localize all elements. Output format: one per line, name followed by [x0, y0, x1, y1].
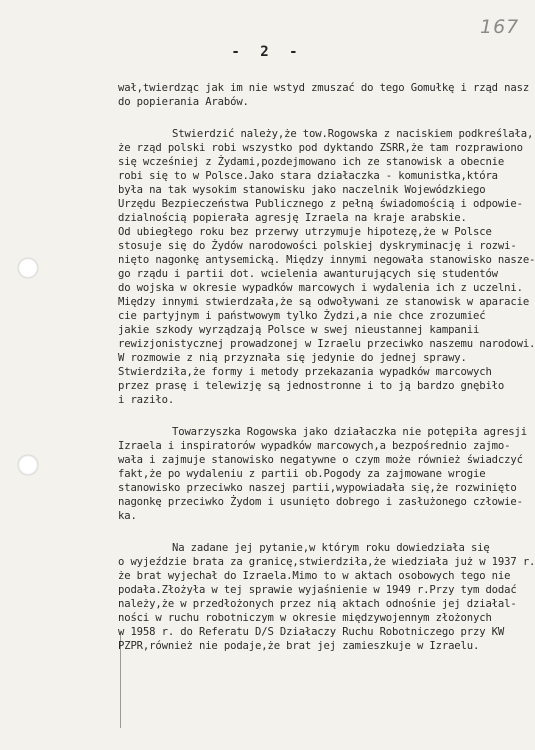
text-line: podała.Złożyła w tej sprawie wyjaśnienie w 1949 r.Przy tym dodać: [118, 584, 517, 596]
text-line: się wcześniej z Żydami,pozdejmowano ich ze stanowisk a obecnie: [118, 156, 505, 168]
text-line: robi się to w Polsce.Jako stara działaczka - komunistka,która: [118, 170, 498, 182]
text-line: dzialnością popierała agresję Izraela na kraje arabskie.: [118, 212, 467, 224]
text-line: fakt,że po wydaleniu z partii ob.Pogody za zajmowane wrogie: [118, 468, 486, 480]
text-line: nięto nagonkę antysemicką. Między innymi negowała stanowisko nasze-: [118, 254, 535, 266]
paragraph-start-line: Na zadane jej pytanie,w którym roku dowiedziała się: [172, 542, 490, 554]
paragraph-start-line: Stwierdzić należy,że tow.Rogowska z naciskiem podkreślała,: [172, 128, 534, 140]
text-line: stanowisko przeciwko naszej partii,wypowiadała się,że rozwinięto: [118, 482, 517, 494]
text-line: należy,że w przedłożonych przez nią aktach odnośnie jej działal-: [118, 598, 517, 610]
text-line: że brat wyjechał do Izraela.Mimo to w aktach osobowych tego nie: [118, 570, 511, 582]
text-line: że rząd polski robi wszystko pod dyktando ZSRR,że tam rozprawiono: [118, 142, 523, 154]
text-line: w 1958 r. do Referatu D/S Działaczy Ruchu Robotniczego przy KW: [118, 626, 505, 638]
text-line: rewizjonistycznej prowadzonej w Izraelu przeciwko naszemu narodowi.: [118, 338, 535, 350]
punch-hole-top: [18, 258, 38, 278]
text-line: Stwierdziła,że formy i metody przekazania wypadków marcowych: [118, 366, 492, 378]
text-line: nagonkę przeciwko Żydom i usunięto dobrego i zasłużonego człowie-: [118, 496, 523, 508]
text-line: stosuje się do Żydów narodowości polskiej dyskryminację i rozwi-: [118, 240, 517, 252]
text-line: przez prasę i telewizję są jednostronne i to ją bardzo gnębiło: [118, 380, 505, 392]
text-line: była na tak wysokim stanowisku jako naczelnik Wojewódzkiego: [118, 184, 486, 196]
text-line: cie partyjnym i państwowym tylko Żydzi,a nie chce zrozumieć: [118, 310, 486, 322]
text-line: jakie szkody wyrządzają Polsce w swej nieustannej kampanii: [118, 324, 480, 336]
text-line: Izraela i inspiratorów wypadków marcowych,a bezpośrednio zajmo-: [118, 440, 511, 452]
text-line: Między innymi stwierdzała,że są odwoływani ze stanowisk w aparacie: [118, 296, 530, 308]
text-line: PZPR,również nie podaje,że brat jej zamieszkuje w Izraelu.: [118, 640, 480, 652]
page-number: - 2 -: [231, 44, 304, 60]
text-line: o wyjeździe brata za granicę,stwierdziła,że wiedziała już w 1937 r.: [118, 556, 535, 568]
text-line: i raziło.: [118, 394, 175, 406]
text-line: Od ubiegłego roku bez przerwy utrzymuje hipotezę,że w Polsce: [118, 226, 492, 238]
text-line: ności w ruchu robotniczym w okresie międzywojennym złożonych: [118, 612, 492, 624]
text-line: ka.: [118, 510, 137, 522]
text-line: go rządu i partii dot. wcielenia awanturujących się studentów: [118, 268, 498, 280]
text-line: W rozmowie z nią przyznała się jedynie do jednej sprawy.: [118, 352, 467, 364]
text-line: do popierania Arabów.: [118, 96, 249, 108]
text-line: Urzędu Bezpieczeństwa Publicznego z pełną świadomością i odpowie-: [118, 198, 523, 210]
paragraph-start-line: Towarzyszka Rogowska jako działaczka nie potępiła agresji: [172, 426, 527, 438]
text-line: wał,twierdząc jak im nie wstyd zmuszać do tego Gomułkę i rząd nasz: [118, 82, 530, 94]
text-line: wała i zajmuje stanowisko negatywne o czym może również świadczyć: [118, 454, 523, 466]
handwritten-page-number: 167: [480, 16, 520, 38]
text-line: do wojska w okresie wypadków marcowych i wydalenia ich z uczelni.: [118, 282, 523, 294]
punch-hole-bottom: [18, 455, 38, 475]
